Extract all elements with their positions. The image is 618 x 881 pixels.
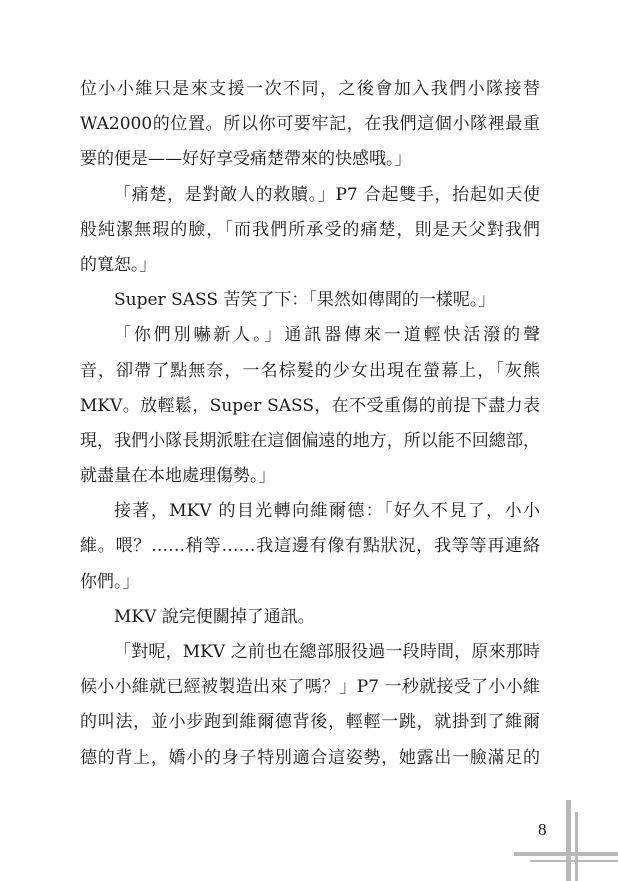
text-line: WA2000的位置。所以你可要牢記，在我們這個小隊裡最重: [80, 114, 540, 135]
corner-decoration-horizontal-2: [530, 860, 618, 862]
text-line: 的叫法，並小步跑到維爾德背後，輕輕一跳，就掛到了維爾: [80, 712, 540, 733]
text-line: 候小小維就已經被製造出來了嗎？」P7 一秒就接受了小小維: [80, 677, 540, 698]
text-line: 德的背上，嬌小的身子特別適合這姿勢，她露出一臉滿足的: [80, 747, 540, 768]
corner-decoration-vertical-2: [575, 812, 578, 881]
text-line: 現，我們小隊長期派駐在這個偏遠的地方，所以能不回總部，: [80, 430, 540, 451]
text-line: 般純潔無瑕的臉，「而我們所承受的痛楚，則是天父對我們: [80, 219, 540, 240]
text-line: 的寬恕。」: [80, 254, 157, 275]
text-line: 維。喂？……稍等……我這邊有像有點狀況，我等等再連絡: [80, 536, 540, 557]
text-line: 位小小維只是來支援一次不同，之後會加入我們小隊接替: [80, 79, 540, 99]
text-line: 接著，MKV 的目光轉向維爾德：「好久不見了，小小: [114, 501, 540, 522]
text-line: 音，卻帶了點無奈，一名棕髮的少女出現在螢幕上，「灰熊: [80, 360, 540, 381]
corner-decoration-horizontal-1: [514, 852, 618, 856]
corner-decoration-vertical-1: [566, 800, 571, 881]
text-line: MKV 說完便關掉了通訊。: [114, 606, 315, 627]
text-line: 你們。」: [80, 571, 140, 592]
text-line: 就盡量在本地處理傷勢。」: [80, 466, 276, 487]
text-line: 「痛楚，是對敵人的救贖。」P7 合起雙手，抬起如天使: [114, 184, 540, 205]
page-number: 8: [538, 820, 547, 839]
text-line: Super SASS 苦笑了下：「果然如傳聞的一樣呢。」: [114, 290, 496, 311]
text-line: 「對呢，MKV 之前也在總部服役過一段時間，原來那時: [114, 642, 540, 662]
text-line: MKV。放輕鬆，Super SASS，在不受重傷的前提下盡力表: [80, 395, 540, 416]
body-text: [80, 72, 540, 776]
text-line: 要的便是——好好享受痛楚帶來的快感哦。」: [80, 149, 412, 170]
text-line: 「你們別嚇新人。」通訊器傳來一道輕快活潑的聲: [114, 325, 540, 346]
